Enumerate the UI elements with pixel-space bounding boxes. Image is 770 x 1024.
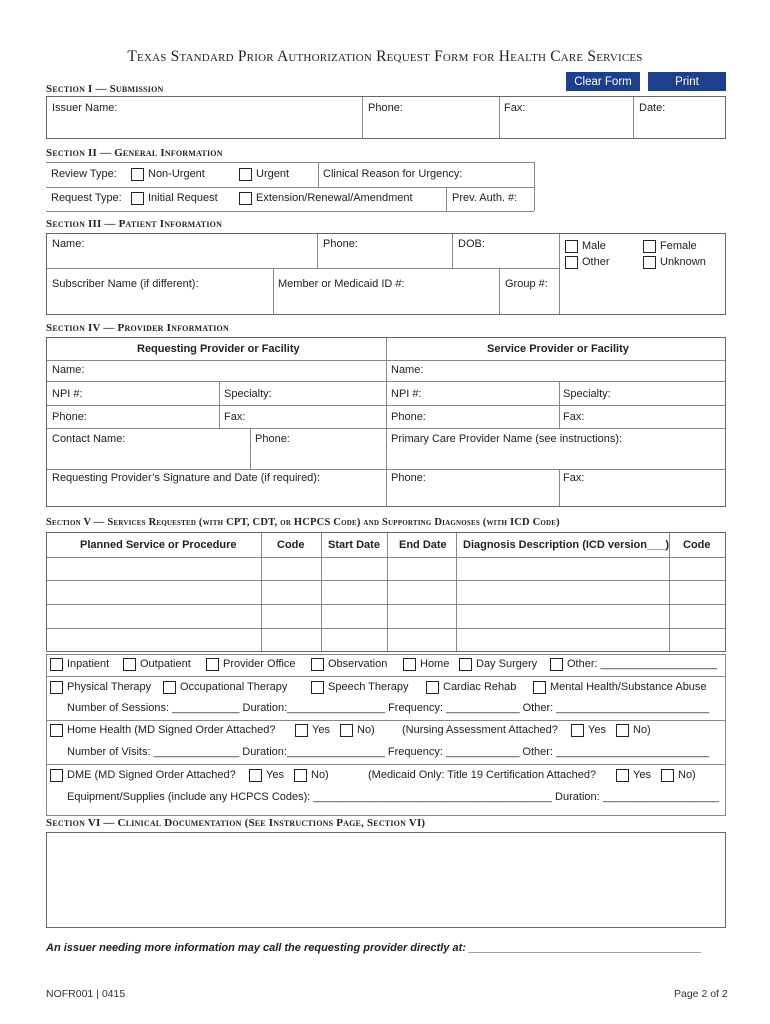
- unknown-label: Unknown: [660, 256, 706, 268]
- form-code: NOFR001 | 0415: [46, 988, 126, 1000]
- group-label: Group #:: [505, 278, 548, 290]
- equipment-line: Equipment/Supplies (include any HCPCS Codes): _______________________________________ Duration: ___________________: [67, 791, 719, 803]
- occupational-therapy-label: Occupational Therapy: [180, 681, 288, 693]
- occupational-therapy-checkbox[interactable]: [163, 681, 176, 694]
- req-fax-label: Fax:: [224, 411, 246, 423]
- request-type-label: Request Type:: [51, 192, 122, 204]
- svc-fax2-label: Fax:: [563, 472, 585, 484]
- nursing-no-label: No): [633, 724, 651, 736]
- home-checkbox[interactable]: [403, 658, 416, 671]
- physical-therapy-checkbox[interactable]: [50, 681, 63, 694]
- dob-label: DOB:: [458, 238, 485, 250]
- mental-health-checkbox[interactable]: [533, 681, 546, 694]
- col-diagnosis-header: Diagnosis Description (ICD version___): [463, 539, 669, 551]
- requesting-provider-header: Requesting Provider or Facility: [137, 343, 300, 355]
- speech-therapy-checkbox[interactable]: [311, 681, 324, 694]
- non-urgent-checkbox[interactable]: [131, 168, 144, 181]
- pcp-label: Primary Care Provider Name (see instructions):: [391, 433, 623, 445]
- nursing-label: (Nursing Assessment Attached?: [402, 724, 558, 736]
- provider-office-checkbox[interactable]: [206, 658, 219, 671]
- medicaid-no-label: No): [678, 769, 696, 781]
- form-title: Texas Standard Prior Authorization Request Form for Health Care Services: [127, 48, 643, 65]
- medicaid-label: (Medicaid Only: Title 19 Certification Attached?: [368, 769, 597, 781]
- section-5-heading: Section V — Services Requested (with CPT, CDT, or HCPCS Code) and Supporting Diagnoses (with ICD Code): [46, 517, 560, 528]
- cardiac-rehab-checkbox[interactable]: [426, 681, 439, 694]
- urgent-label: Urgent: [256, 168, 290, 180]
- physical-therapy-label: Physical Therapy: [67, 681, 152, 693]
- svc-phone-label: Phone:: [391, 411, 426, 423]
- male-checkbox[interactable]: [565, 240, 578, 253]
- extension-checkbox[interactable]: [239, 192, 252, 205]
- home-health-checkbox[interactable]: [50, 724, 63, 737]
- inpatient-checkbox[interactable]: [50, 658, 63, 671]
- speech-therapy-label: Speech Therapy: [328, 681, 409, 693]
- req-npi-label: NPI #:: [52, 388, 83, 400]
- svc-name-label: Name:: [391, 364, 424, 376]
- section-2-heading: Section II — General Information: [46, 147, 223, 159]
- dme-checkbox[interactable]: [50, 769, 63, 782]
- date-label: Date:: [639, 102, 666, 114]
- dme-no-label: No): [311, 769, 329, 781]
- other-setting-checkbox[interactable]: [550, 658, 563, 671]
- contact-name-label: Contact Name:: [52, 433, 126, 445]
- section-1-heading: Section I — Submission: [46, 83, 164, 95]
- home-health-no-checkbox[interactable]: [340, 724, 353, 737]
- issuer-fax-label: Fax:: [504, 102, 526, 114]
- svc-fax-label: Fax:: [563, 411, 585, 423]
- clinical-reason-label: Clinical Reason for Urgency:: [323, 168, 463, 180]
- observation-label: Observation: [328, 658, 388, 670]
- svc-specialty-label: Specialty:: [563, 388, 611, 400]
- dme-no-checkbox[interactable]: [294, 769, 307, 782]
- req-name-label: Name:: [52, 364, 85, 376]
- female-checkbox[interactable]: [643, 240, 656, 253]
- print-button[interactable]: Print: [648, 72, 726, 91]
- cardiac-rehab-label: Cardiac Rehab: [443, 681, 517, 693]
- initial-request-label: Initial Request: [148, 192, 218, 204]
- outpatient-label: Outpatient: [140, 658, 191, 670]
- section-4-heading: Section IV — Provider Information: [46, 322, 229, 334]
- patient-phone-label: Phone:: [323, 238, 358, 250]
- dme-yes-label: Yes: [266, 769, 284, 781]
- svc-npi-label: NPI #:: [391, 388, 422, 400]
- col-start-header: Start Date: [328, 539, 380, 551]
- clinical-documentation-box[interactable]: [46, 832, 726, 928]
- initial-request-checkbox[interactable]: [131, 192, 144, 205]
- prev-auth-label: Prev. Auth. #:: [452, 192, 518, 204]
- dme-yes-checkbox[interactable]: [249, 769, 262, 782]
- patient-name-label: Name:: [52, 238, 85, 250]
- req-phone-label: Phone:: [52, 411, 87, 423]
- home-health-no-label: No): [357, 724, 375, 736]
- home-health-yes-checkbox[interactable]: [295, 724, 308, 737]
- mental-health-label: Mental Health/Substance Abuse: [550, 681, 707, 693]
- section-1-box: [46, 96, 726, 139]
- services-table: [46, 532, 726, 652]
- page-number: Page 2 of 2: [674, 988, 728, 1000]
- home-label: Home: [420, 658, 450, 670]
- nursing-yes-checkbox[interactable]: [571, 724, 584, 737]
- section-3-heading: Section III — Patient Information: [46, 218, 223, 230]
- female-label: Female: [660, 240, 697, 252]
- other-gender-checkbox[interactable]: [565, 256, 578, 269]
- service-provider-header: Service Provider or Facility: [487, 343, 629, 355]
- day-surgery-checkbox[interactable]: [459, 658, 472, 671]
- subscriber-label: Subscriber Name (if different):: [52, 278, 199, 290]
- outpatient-checkbox[interactable]: [123, 658, 136, 671]
- day-surgery-label: Day Surgery: [476, 658, 538, 670]
- visits-line: Number of Visits: ______________ Duration:________________ Frequency: ____________ Other: _________________________: [67, 746, 709, 758]
- member-id-label: Member or Medicaid ID #:: [278, 278, 405, 290]
- col-service-header: Planned Service or Procedure: [80, 539, 237, 551]
- medicaid-yes-checkbox[interactable]: [616, 769, 629, 782]
- other-gender-label: Other: [582, 256, 610, 268]
- svc-phone2-label: Phone:: [391, 472, 426, 484]
- home-health-yes-label: Yes: [312, 724, 330, 736]
- col-end-header: End Date: [399, 539, 447, 551]
- nursing-no-checkbox[interactable]: [616, 724, 629, 737]
- section-4-box: [46, 337, 726, 507]
- inpatient-label: Inpatient: [67, 658, 110, 670]
- issuer-name-label: Issuer Name:: [52, 102, 118, 114]
- dme-label: DME (MD Signed Order Attached?: [67, 769, 236, 781]
- home-health-label: Home Health (MD Signed Order Attached?: [67, 724, 276, 736]
- medicaid-no-checkbox[interactable]: [661, 769, 674, 782]
- non-urgent-label: Non-Urgent: [148, 168, 205, 180]
- urgent-checkbox[interactable]: [239, 168, 252, 181]
- signature-label: Requesting Provider’s Signature and Date (if required):: [52, 472, 321, 484]
- issuer-note: An issuer needing more information may call the requesting provider directly at: ______________________________________: [46, 942, 702, 954]
- other-setting-label: Other: ___________________: [567, 658, 717, 670]
- clear-form-button[interactable]: Clear Form: [566, 72, 640, 91]
- req-specialty-label: Specialty:: [224, 388, 272, 400]
- provider-office-label: Provider Office: [223, 658, 296, 670]
- col-code-header: Code: [277, 539, 305, 551]
- medicaid-yes-label: Yes: [633, 769, 651, 781]
- observation-checkbox[interactable]: [311, 658, 324, 671]
- issuer-phone-label: Phone:: [368, 102, 403, 114]
- contact-phone-label: Phone:: [255, 433, 290, 445]
- sessions-line: Number of Sessions: ___________ Duration:________________ Frequency: ____________ Other: _________________________: [67, 702, 710, 714]
- section-6-heading: Section VI — Clinical Documentation (See Instructions Page, Section VI): [46, 817, 426, 829]
- extension-label: Extension/Renewal/Amendment: [256, 192, 413, 204]
- unknown-checkbox[interactable]: [643, 256, 656, 269]
- nursing-yes-label: Yes: [588, 724, 606, 736]
- section-3-box: [46, 233, 726, 315]
- male-label: Male: [582, 240, 606, 252]
- col-code2-header: Code: [683, 539, 711, 551]
- review-type-label: Review Type:: [51, 168, 117, 180]
